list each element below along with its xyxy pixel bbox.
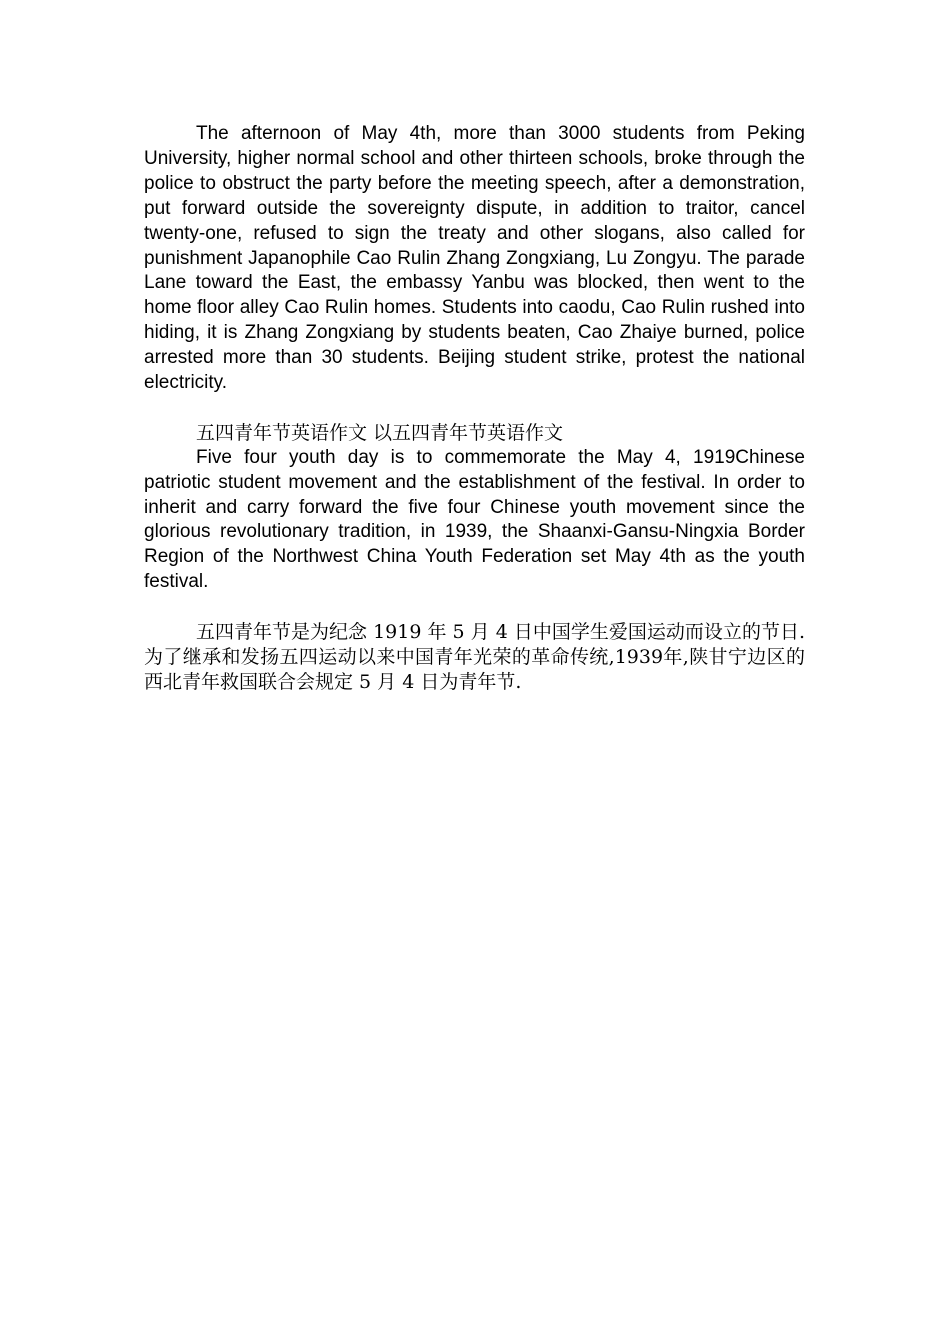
paragraph-spacer <box>144 396 805 421</box>
chinese-heading: 五四青年节英语作文 以五四青年节英语作文 <box>196 421 564 444</box>
document-body <box>144 122 805 695</box>
paragraph-youth-day-chinese: 五四青年节是为纪念 1919 年 5 月 4 日中国学生爱国运动而设立的节日.为了继承和发扬五四运动以来中国青年光荣的革命传统,1939年,陕甘宁边区的西北青年救国联合会规定 5 月 4 日为青年节. <box>144 621 805 693</box>
paragraph-may-fourth-history: The afternoon of May 4th, more than 3000 students from Peking University, higher normal school and other thirteen schools, broke through the police to obstruct the party before the meeting speech, after a demonstration, put forward outside the sovereignty dispute, in addition to traitor, cancel twenty-one, refused to sign the treaty and other slogans, also called for punishment Japanophile Cao Rulin Zhang Zongxiang, Lu Zongyu. The parade Lane toward the East, the embassy Yanbu was blocked, then went to the home floor alley Cao Rulin homes. Students into caodu, Cao Rulin rushed into hiding, it is Zhang Zongxiang by students beaten, Cao Zhaiye burned, police arrested more than 30 students. Beijing student strike, protest the national electricity. <box>144 123 805 394</box>
paragraph-youth-day-english: Five four youth day is to commemorate the May 4, 1919Chinese patriotic student movement and the establishment of the festival. In order to inherit and carry forward the five four Chinese youth movement since the glorious revolutionary tradition, in 1939, the Shaanxi-Gansu-Ningxia Border Region of the Northwest China Youth Federation set May 4th as the youth festival. <box>144 446 805 593</box>
paragraph-spacer <box>144 595 805 620</box>
